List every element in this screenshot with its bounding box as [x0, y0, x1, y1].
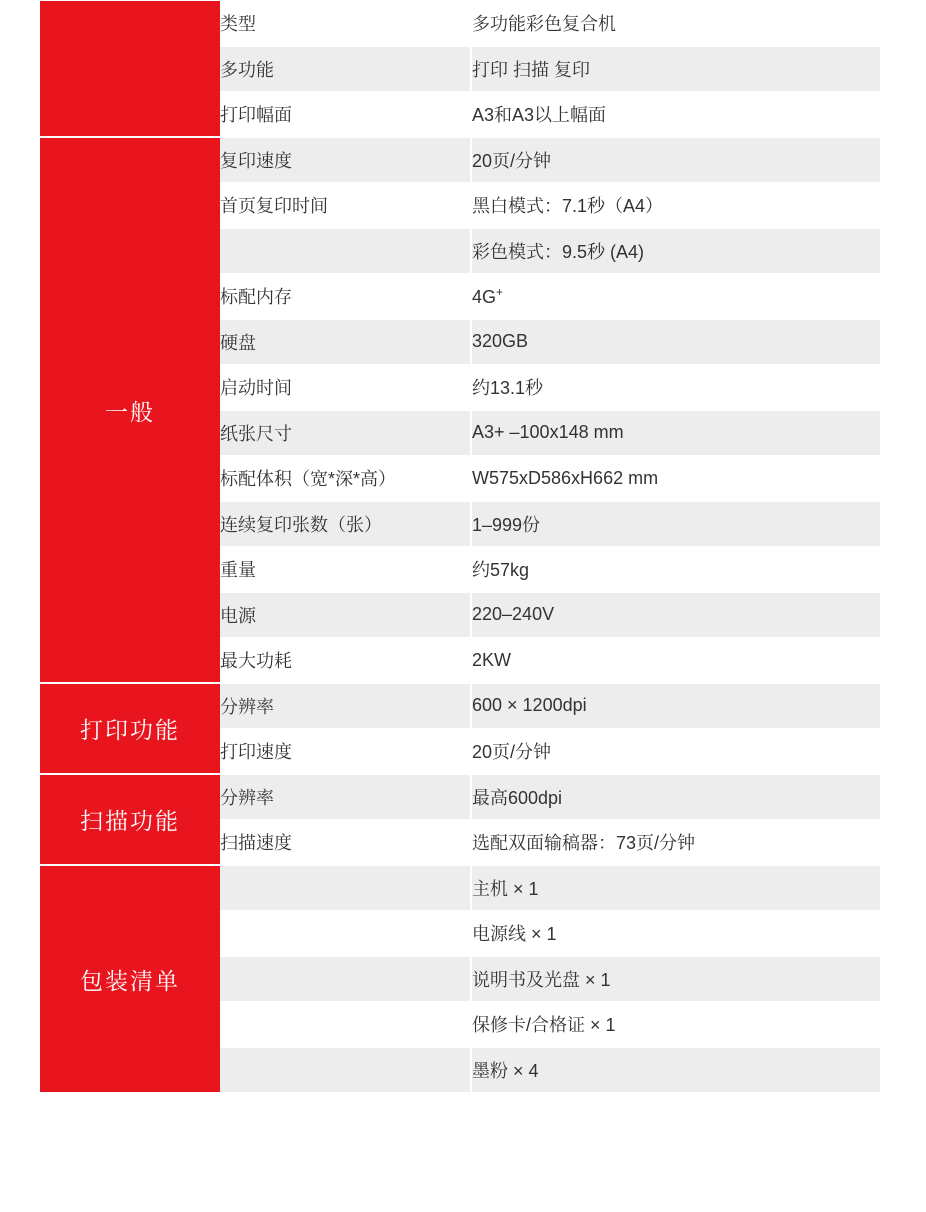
- spec-value: 约13.1秒: [471, 365, 880, 411]
- spec-value: 选配双面输稿器：73页/分钟: [471, 820, 880, 866]
- spec-value: 600 × 1200dpi: [471, 683, 880, 729]
- spec-label: 硬盘: [220, 319, 471, 365]
- spec-label: 分辨率: [220, 774, 471, 820]
- spec-value: 1–999份: [471, 501, 880, 547]
- spec-label: 打印幅面: [220, 92, 471, 138]
- spec-label: 连续复印张数（张）: [220, 501, 471, 547]
- spec-label: 启动时间: [220, 365, 471, 411]
- spec-label: 标配内存: [220, 274, 471, 320]
- spec-value: 320GB: [471, 319, 880, 365]
- spec-value: A3+ –100x148 mm: [471, 410, 880, 456]
- spec-value: 多功能彩色复合机: [471, 1, 880, 47]
- spec-value: 20页/分钟: [471, 137, 880, 183]
- spec-label: 重量: [220, 547, 471, 593]
- spec-label: 纸张尺寸: [220, 410, 471, 456]
- spec-label: 电源: [220, 592, 471, 638]
- spec-value: 黑白模式：7.1秒（A4）: [471, 183, 880, 229]
- spec-value: [471, 274, 880, 320]
- category-cell-package: 包装清单: [40, 865, 220, 1092]
- spec-label: 多功能: [220, 46, 471, 92]
- spec-value: A3和A3以上幅面: [471, 92, 880, 138]
- spec-label: [220, 228, 471, 274]
- spec-value: W575xD586xH662 mm: [471, 456, 880, 502]
- table-row: [40, 774, 880, 820]
- spec-label: 最大功耗: [220, 638, 471, 684]
- category-cell-print: 打印功能: [40, 683, 220, 774]
- spec-label: 分辨率: [220, 683, 471, 729]
- spec-value: 说明书及光盘 × 1: [471, 956, 880, 1002]
- spec-label: 打印速度: [220, 729, 471, 775]
- category-cell-0: [40, 1, 220, 138]
- spec-label: [220, 1047, 471, 1092]
- spec-value: 20页/分钟: [471, 729, 880, 775]
- category-cell-general: 一般: [40, 137, 220, 683]
- spec-value: 主机 × 1: [471, 865, 880, 911]
- spec-label: 标配体积（宽*深*高）: [220, 456, 471, 502]
- spec-value: 2KW: [471, 638, 880, 684]
- spec-label: [220, 911, 471, 957]
- category-cell-scan: 扫描功能: [40, 774, 220, 865]
- spec-value: 220–240V: [471, 592, 880, 638]
- spec-label: [220, 1002, 471, 1048]
- spec-value-text: 4G: [472, 286, 497, 307]
- spec-value: 电源线 × 1: [471, 911, 880, 957]
- spec-label: 类型: [220, 1, 471, 47]
- spec-label: 复印速度: [220, 137, 471, 183]
- spec-label: 首页复印时间: [220, 183, 471, 229]
- spec-value: 打印 扫描 复印: [471, 46, 880, 92]
- table-row: [40, 1, 880, 47]
- spec-label: [220, 865, 471, 911]
- spec-value: 最高600dpi: [471, 774, 880, 820]
- page-bottom-spacer: [40, 1092, 880, 1212]
- spec-table: [40, 0, 880, 1092]
- spec-value-superscript: +: [496, 284, 504, 299]
- table-row: [40, 865, 880, 911]
- spec-value: 彩色模式：9.5秒 (A4): [471, 228, 880, 274]
- spec-table-body: [40, 1, 880, 1093]
- spec-label: 扫描速度: [220, 820, 471, 866]
- spec-value: 保修卡/合格证 × 1: [471, 1002, 880, 1048]
- table-row: [40, 137, 880, 183]
- table-row: [40, 683, 880, 729]
- spec-value: 墨粉 × 4: [471, 1047, 880, 1092]
- spec-label: [220, 956, 471, 1002]
- spec-value: 约57kg: [471, 547, 880, 593]
